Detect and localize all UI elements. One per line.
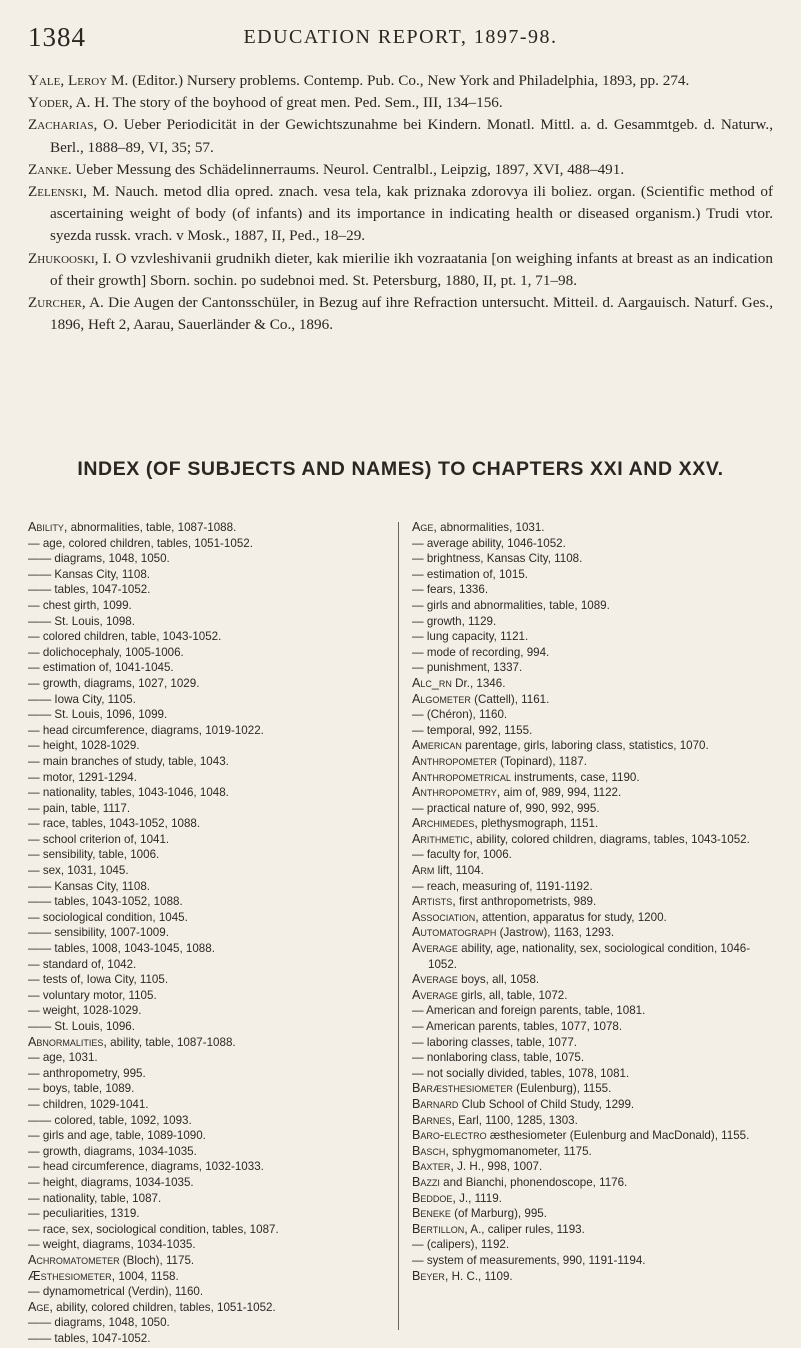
index-text: — brightness, Kansas City, 1108. (412, 552, 583, 566)
index-text: — chest girth, 1099. (28, 598, 132, 612)
index-text: parentage, girls, laboring class, statistics, 1070. (461, 739, 709, 753)
index-heading: Arithmetic, (412, 831, 473, 846)
index-entry (28, 676, 388, 692)
index-text: — fears, 1336. (412, 583, 489, 597)
index-text: — nonlaboring class, table, 1075. (412, 1051, 585, 1065)
index-text: æsthesiometer (Eulenburg and MacDonald), 1155. (486, 1129, 750, 1143)
bibliography-references (28, 70, 773, 336)
index-heading: Archimedes, (412, 816, 478, 831)
index-heading: Bertillon, (412, 1221, 468, 1236)
index-title: INDEX (OF SUBJECTS AND NAMES) TO CHAPTERS XXI AND XXV. (77, 458, 724, 480)
index-text: — reach, measuring of, 1191-1192. (412, 879, 593, 893)
index-entry (412, 1144, 774, 1160)
reference-author: Zhukooski, I. (28, 249, 112, 267)
index-heading: Barnes, (412, 1112, 455, 1127)
index-entry (28, 629, 388, 645)
index-entry (412, 1222, 774, 1238)
index-text: — school criterion of, 1041. (28, 832, 170, 846)
index-text: H. C., 1109. (448, 1269, 513, 1283)
index-entry (28, 1315, 388, 1331)
index-text: — weight, diagrams, 1034-1035. (28, 1238, 196, 1252)
index-entry (28, 957, 388, 973)
index-entry (28, 1300, 388, 1316)
index-entry (412, 754, 774, 770)
index-entry (412, 1066, 774, 1082)
index-heading: Anthropometer (412, 753, 497, 768)
index-entry (28, 567, 388, 583)
index-text: J., 1119. (455, 1191, 502, 1205)
index-text: — faculty for, 1006. (412, 848, 512, 862)
index-text: — standard of, 1042. (28, 957, 137, 971)
index-entry (412, 1003, 774, 1019)
index-text: — age, colored children, tables, 1051-1052. (28, 536, 253, 550)
index-heading: Æsthesiometer, (28, 1268, 116, 1283)
index-entry (412, 785, 774, 801)
index-text: —— colored, table, 1092, 1093. (28, 1113, 192, 1127)
index-entry (412, 1191, 774, 1207)
index-entry (412, 801, 774, 817)
index-entry (412, 879, 774, 895)
index-entry (412, 1019, 774, 1035)
index-text: — race, sex, sociological condition, tables, 1087. (28, 1222, 279, 1236)
index-heading: Abnormalities, (28, 1034, 107, 1049)
index-entry (28, 894, 388, 910)
reference-text: Die Augen der Cantonsschüler, in Bezug auf ihre Refraction untersucht. Mitteil. d. Aargauisch. Naturf. Ges., 1896, Heft 2, Aarau, Sauerländer & Co., 1896. (50, 294, 773, 334)
index-text: — dolichocephaly, 1005-1006. (28, 645, 184, 659)
index-entry (412, 692, 774, 708)
index-entry (412, 1237, 774, 1253)
reference-text: The story of the boyhood of great men. Ped. Sem., III, 134–156. (109, 94, 503, 112)
index-entry (28, 1113, 388, 1129)
index-heading: Association, (412, 909, 479, 924)
index-text: (of Marburg), 995. (450, 1207, 547, 1221)
reference-entry (28, 114, 773, 158)
index-text: — growth, diagrams, 1034-1035. (28, 1144, 197, 1158)
index-text: — laboring classes, table, 1077. (412, 1035, 577, 1049)
index-text: — pain, table, 1117. (28, 801, 131, 815)
index-entry (28, 1003, 388, 1019)
reference-author: Yoder, A. H. (28, 94, 109, 112)
index-entry (412, 894, 774, 910)
index-text: sphygmomanometer, 1175. (448, 1144, 592, 1158)
index-entry (28, 1222, 388, 1238)
index-text: — growth, diagrams, 1027, 1029. (28, 676, 200, 690)
index-text: (Topinard), 1187. (496, 754, 587, 768)
index-entry (28, 551, 388, 567)
index-text: — temporal, 992, 1155. (412, 723, 533, 737)
index-heading: Algometer (412, 691, 471, 706)
index-text: —— St. Louis, 1096. (28, 1020, 135, 1033)
index-entry (412, 770, 774, 786)
index-entry (412, 863, 774, 879)
index-entry (412, 1081, 774, 1097)
index-text: —— tables, 1047-1052. (28, 583, 151, 597)
index-entry (412, 1050, 774, 1066)
index-entry (412, 520, 774, 536)
index-text: —— diagrams, 1048, 1050. (28, 1316, 170, 1330)
index-entry (28, 1081, 388, 1097)
index-entry (412, 707, 774, 723)
index-entry (28, 1175, 388, 1191)
index-text: ability, age, nationality, sex, sociological condition, 1046-1052. (428, 942, 751, 971)
index-column-right (412, 520, 774, 1284)
index-entry (28, 1206, 388, 1222)
index-text: — nationality, table, 1087. (28, 1191, 162, 1205)
index-text: —— St. Louis, 1096, 1099. (28, 708, 168, 722)
index-heading: Beneke (412, 1206, 451, 1221)
index-entry (28, 972, 388, 988)
index-text: — system of measurements, 990, 1191-1194. (412, 1253, 646, 1267)
reference-entry (28, 292, 773, 336)
reference-author: Zacharias, O. (28, 116, 118, 134)
index-text: A., caliper rules, 1193. (467, 1222, 585, 1236)
index-entry (28, 1191, 388, 1207)
index-entry (28, 770, 388, 786)
index-text: 1004, 1158. (115, 1269, 179, 1283)
index-text: — dynamometrical (Verdin), 1160. (28, 1285, 204, 1299)
index-heading: American (412, 738, 462, 753)
index-entry (412, 988, 774, 1004)
index-text: — American and foreign parents, table, 1081. (412, 1004, 646, 1018)
index-entry (412, 1113, 774, 1129)
index-entry (28, 738, 388, 754)
index-text: lift, 1104. (434, 864, 484, 878)
index-text: —— Iowa City, 1105. (28, 692, 136, 706)
index-entry (28, 1269, 388, 1285)
index-text: — sensibility, table, 1006. (28, 848, 160, 862)
index-heading: Baræsthesiometer (412, 1081, 513, 1096)
index-text: —— Kansas City, 1108. (28, 879, 150, 893)
index-text: — practical nature of, 990, 992, 995. (412, 801, 600, 815)
index-entry (28, 801, 388, 817)
index-heading: Alc_rn (412, 675, 452, 690)
index-entry (412, 676, 774, 692)
page-header (28, 22, 773, 52)
index-entry (28, 1066, 388, 1082)
index-entry (412, 847, 774, 863)
index-entry (28, 1050, 388, 1066)
index-entry (28, 754, 388, 770)
index-entry (412, 1128, 774, 1144)
reference-author: Zurcher, A. (28, 294, 104, 312)
index-heading: Average (412, 941, 458, 956)
index-text: (Cattell), 1161. (470, 692, 550, 706)
index-entry (28, 910, 388, 926)
index-entry (412, 551, 774, 567)
index-entry (28, 1159, 388, 1175)
index-entry (412, 925, 774, 941)
index-text: plethysmograph, 1151. (477, 817, 599, 831)
index-heading: Anthropometry, (412, 785, 501, 800)
index-entry (28, 816, 388, 832)
index-heading: Baxter, (412, 1159, 454, 1174)
index-text: — estimation of, 1041-1045. (28, 661, 174, 675)
index-text: Dr., 1346. (451, 676, 506, 690)
index-text: — average ability, 1046-1052. (412, 536, 566, 550)
index-text: —— tables, 1043-1052, 1088. (28, 895, 183, 909)
column-divider (398, 522, 399, 1330)
index-text: — nationality, tables, 1043-1046, 1048. (28, 786, 229, 800)
page-number: 1384 (28, 22, 86, 52)
index-entry (412, 1206, 774, 1222)
index-heading: Basch, (412, 1143, 449, 1158)
index-text: girls, all, table, 1072. (457, 988, 568, 1002)
index-text: — colored children, table, 1043-1052. (28, 630, 222, 644)
index-heading: Average (412, 972, 458, 987)
index-entry (28, 1128, 388, 1144)
index-entry (412, 723, 774, 739)
index-heading: Artists, (412, 894, 456, 909)
index-heading: Beddoe, (412, 1190, 456, 1205)
index-entry (412, 910, 774, 926)
index-entry (28, 832, 388, 848)
index-entry (28, 847, 388, 863)
index-entry (412, 941, 774, 972)
index-text: — head circumference, diagrams, 1032-1033. (28, 1160, 264, 1174)
index-column-left (28, 520, 388, 1346)
index-entry (28, 645, 388, 661)
index-text: and Bianchi, phonendoscope, 1176. (439, 1175, 628, 1189)
index-text: — peculiarities, 1319. (28, 1207, 140, 1221)
reference-entry (28, 159, 773, 181)
index-text: (Bloch), 1175. (119, 1253, 195, 1267)
index-entry (28, 1253, 388, 1269)
index-heading: Beyer, (412, 1268, 449, 1283)
index-entry (412, 816, 774, 832)
reference-entry (28, 70, 773, 92)
index-entry (412, 598, 774, 614)
reference-text: (Editor.) Nursery problems. Contemp. Pub. Co., New York and Philadelphia, 1893, pp. 274. (128, 72, 690, 89)
index-entry (412, 645, 774, 661)
index-text: — anthropometry, 995. (28, 1066, 146, 1080)
index-text: — estimation of, 1015. (412, 567, 528, 581)
reference-author: Yale, Leroy M. (28, 72, 129, 89)
index-text: — age, 1031. (28, 1051, 98, 1065)
index-heading: Achromatometer (28, 1252, 120, 1267)
index-text: — sex, 1031, 1045. (28, 864, 129, 878)
reference-text: Nauch. metod dlia opred. znach. vesa tela, kak priznaka zdorovya ili boliez. organ. (Scientific method of ascertaining weight of body (of infants) and its importance in indicating health or diseased organism.) Trudi vtor. syezda russk. vrach. v Mosk., 1887, II, Ped., 18–29. (50, 183, 773, 245)
index-entry (412, 972, 774, 988)
index-text: (Jastrow), 1163, 1293. (496, 926, 615, 940)
index-text: abnormalities, 1031. (436, 521, 545, 534)
index-entry (412, 738, 774, 754)
reference-entry (28, 181, 773, 248)
index-text: — sociological condition, 1045. (28, 910, 188, 924)
index-entry (28, 988, 388, 1004)
index-entry (28, 879, 388, 895)
index-text: J. H., 998, 1007. (453, 1160, 543, 1174)
index-entry (412, 1035, 774, 1051)
index-entry (28, 1144, 388, 1160)
index-text: instruments, case, 1190. (510, 770, 640, 784)
index-text: —— sensibility, 1007-1009. (28, 926, 169, 940)
index-text: Earl, 1100, 1285, 1303. (454, 1113, 578, 1127)
index-text: aim of, 989, 994, 1122. (500, 786, 622, 800)
index-text: — head circumference, diagrams, 1019-1022. (28, 723, 264, 737)
index-text: attention, apparatus for study, 1200. (478, 910, 667, 924)
index-entry (28, 598, 388, 614)
index-entry (412, 629, 774, 645)
reference-text: Ueber Periodicität in der Gewichtszunahme bei Kindern. Monatl. Mittl. a. d. Gesammtgeb. d. Naturw., Berl., 1888–89, VI, 35; 57. (50, 116, 773, 156)
index-text: — (Chéron), 1160. (412, 708, 508, 722)
index-entry (412, 660, 774, 676)
reference-author: Zanke. (28, 160, 72, 178)
index-text: —— Kansas City, 1108. (28, 567, 150, 581)
index-entry (28, 536, 388, 552)
index-entry (412, 832, 774, 848)
index-text: — boys, table, 1089. (28, 1082, 135, 1096)
reference-text: O vzvleshivanii grudnikh dieter, kak mierilie ikh vozraatania [on weighing infants at breast as an indication of their growth] Sborn. sochin. po sudebnoi med. St. Petersburg, 1880, II, pt. 1, 71–98. (50, 249, 773, 289)
index-text: first anthropometrists, 989. (455, 895, 597, 909)
index-text: — punishment, 1337. (412, 661, 523, 675)
reference-entry (28, 248, 773, 292)
index-text: boys, all, 1058. (457, 973, 540, 987)
index-entry (28, 863, 388, 879)
index-entry (28, 1019, 388, 1035)
index-heading: Anthropometrical (412, 769, 511, 784)
index-text: — weight, 1028-1029. (28, 1004, 142, 1018)
index-entry (412, 1097, 774, 1113)
index-text: — voluntary motor, 1105. (28, 988, 157, 1002)
index-heading: Automatograph (412, 925, 497, 940)
index-entry (28, 660, 388, 676)
index-text: ability, table, 1087-1088. (106, 1035, 236, 1049)
index-heading: Bazzi (412, 1174, 440, 1189)
index-entry (412, 582, 774, 598)
index-text: — race, tables, 1043-1052, 1088. (28, 817, 201, 831)
index-text: — height, 1028-1029. (28, 739, 140, 753)
index-text: — tests of, Iowa City, 1105. (28, 973, 169, 987)
index-text: — children, 1029-1041. (28, 1097, 149, 1111)
index-text: abnormalities, table, 1087-1088. (67, 521, 237, 534)
index-text: — growth, 1129. (412, 614, 497, 628)
index-entry (28, 707, 388, 723)
index-text: — not socially divided, tables, 1078, 1081. (412, 1066, 630, 1080)
index-entry (28, 614, 388, 630)
index-heading: Baro-electro (412, 1128, 487, 1143)
index-entry (28, 1284, 388, 1300)
index-entry (412, 1269, 774, 1285)
index-text: — girls and abnormalities, table, 1089. (412, 598, 610, 612)
index-entry (28, 1097, 388, 1113)
index-text: —— tables, 1008, 1043-1045, 1088. (28, 942, 215, 956)
index-entry (28, 925, 388, 941)
index-entry (412, 536, 774, 552)
index-heading: Ability, (28, 520, 68, 534)
index-heading: Average (412, 987, 458, 1002)
index-text: — (calipers), 1192. (412, 1238, 510, 1252)
index-text: —— diagrams, 1048, 1050. (28, 552, 170, 566)
index-text: — main branches of study, table, 1043. (28, 754, 229, 768)
index-text: — height, diagrams, 1034-1035. (28, 1175, 194, 1189)
running-title: EDUCATION REPORT, 1897-98. (243, 26, 558, 48)
index-entry (28, 1035, 388, 1051)
index-entry (412, 567, 774, 583)
index-text: — lung capacity, 1121. (412, 630, 529, 644)
index-entry (28, 692, 388, 708)
index-entry (412, 1159, 774, 1175)
index-text: ability, colored children, tables, 1051-1052. (52, 1300, 276, 1314)
index-entry (28, 941, 388, 957)
index-heading: Age, (412, 520, 437, 534)
index-entry (412, 1175, 774, 1191)
index-text: — girls and age, table, 1089-1090. (28, 1129, 206, 1143)
index-entry (28, 1237, 388, 1253)
index-heading: Arm (412, 863, 435, 878)
reference-author: Zelenski, M. (28, 183, 110, 201)
index-entry (412, 1253, 774, 1269)
index-text: Club School of Child Study, 1299. (458, 1097, 635, 1111)
reference-text: Ueber Messung des Schädelinnerraums. Neurol. Centralbl., Leipzig, 1897, XVI, 488–491. (71, 160, 625, 178)
index-text: —— St. Louis, 1098. (28, 614, 135, 628)
index-text: ability, colored children, diagrams, tables, 1043-1052. (472, 832, 750, 846)
index-entry (412, 614, 774, 630)
index-text: — mode of recording, 994. (412, 645, 550, 659)
index-text: —— tables, 1047-1052. (28, 1331, 151, 1345)
index-entry (28, 582, 388, 598)
index-entry (28, 723, 388, 739)
reference-entry (28, 92, 773, 114)
index-heading: Barnard (412, 1096, 459, 1111)
index-entry (28, 520, 388, 536)
index-text: — American parents, tables, 1077, 1078. (412, 1020, 623, 1033)
index-text: — motor, 1291-1294. (28, 770, 137, 784)
index-entry (28, 1331, 388, 1347)
index-text: (Eulenburg), 1155. (512, 1082, 612, 1096)
index-entry (28, 785, 388, 801)
index-heading: Age, (28, 1299, 53, 1314)
